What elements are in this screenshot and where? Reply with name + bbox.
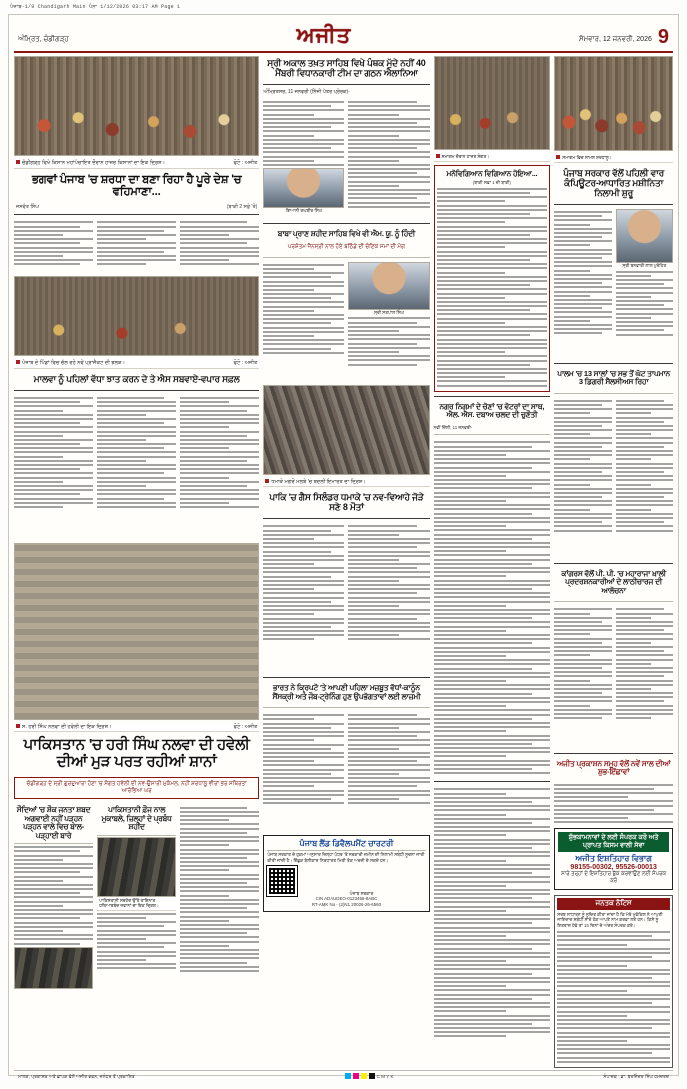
caption-marker-icon (16, 160, 20, 164)
article-col3-tail (434, 786, 551, 1068)
public-notice-box (554, 895, 673, 1068)
photo-gathering-far-right (554, 56, 673, 151)
article-1-col-c (180, 219, 259, 273)
photo-hari-singh-nalwa-haveli (14, 543, 259, 720)
advert-title: ਅਜੀਤ ਇਸ਼ਤਿਹਾਰ ਵਿਭਾਗ (575, 854, 652, 864)
congress-col-b (616, 606, 673, 749)
photo3-credit: ਫੋਟੋ : ਅਜੀਤ (233, 723, 258, 730)
footer-imprint-left: ਮਾਲਕ, ਪ੍ਰਕਾਸ਼ਕ ਅਤੇ ਛਾਪਕ ਵੱਲੋਂ ਅਜੀਤ ਭਵਨ, ਜਲੰਧਰ ਤੋਂ ਪ੍ਰਕਾਸ਼ਿਤ (18, 1073, 135, 1079)
headline-pak-army: ਪਾਕਿਸਤਾਨੀ ਫ਼ੌਜ ਨਾਲ ਮੁਕਾਬਲੇ, ਜ਼ਿਲ੍ਹਾਂ ਦੇ ਪ੍ਰਬੰਧ ਸ਼ਹੀਦ (101, 805, 172, 832)
palam-col-b (616, 398, 673, 560)
advert-contact-box[interactable] (554, 828, 673, 890)
caption-marker-icon (265, 479, 269, 483)
photo1-caption: ਚੰਡੀਗੜ੍ਹ ਵਿਖੇ ਕਿਸਾਨ ਮਹਾਂਪੰਚਾਇਤ ਦੌਰਾਨ ਹਾਜ਼ਰ ਕਿਸਾਨਾਂ ਦਾ ਇਕ ਦ੍ਰਿਸ਼। ਫੋਟੋ : ਅਜੀਤ (14, 159, 259, 169)
headline-baba-pran: ਬਾਬਾ ਪ੍ਰਾਣ ਸ਼ਹੀਦ ਸਾਹਿਬ ਵਿਖੇ ਵੀ ਐਮ. ਯੂ. ਨੂੰ ਹਿੰਦੀ (277, 228, 416, 238)
photo-kisan-mahapanchayat (14, 56, 259, 156)
article-3-col-b (97, 804, 176, 994)
article-3-body (14, 804, 259, 994)
crypto-col-a (263, 712, 344, 830)
photo-village-project (14, 276, 259, 356)
baba-col-a (263, 262, 344, 382)
legal-ad-cin: CIN ADAUDEO-0123456-8ABC (315, 896, 378, 902)
photo-militants (97, 837, 176, 897)
photo-far-right-caption: ਸਮਾਗਮ ਵਿਚ ਸ਼ਾਮਲ ਸ਼ਰਧਾਲੂ। (554, 154, 673, 163)
advert-sub: ਸਾਰੇ ਤਰ੍ਹਾਂ ਦੇ ਇਸ਼ਤਿਹਾਰ ਬੁੱਕ ਕਰਵਾਉਣ ਲਈ ਸੰਪਰਕ ਕਰੋ (561, 871, 667, 885)
byline-1: ਜਸਵੰਤ ਸਿੰਘ (ਬਾਕੀ 2 ਸਫ਼ੇ 'ਤੇ) (16, 204, 258, 211)
headline-punjab-govt-auction: ਪੰਜਾਬ ਸਰਕਾਰ ਵੱਲੋਂ ਪਹਿਲੀ ਵਾਰ ਕੰਪਿਊਟਰ-ਆਧਾਰਿਤ ਮਸ਼ੀਨਿਤਾ ਨਿਲਾਮੀ ਸ਼ੁਰੂ (563, 167, 664, 198)
photo2-credit: ਫੋਟੋ : ਅਜੀਤ (233, 360, 258, 367)
caption-marker-icon (436, 154, 440, 158)
portrait-caption-4: ਸ੍ਰੀ ਬਨਵਾਰੀ ਲਾਲ ਪੁਰੋਹਿਤ (622, 262, 667, 268)
auction-col-b (616, 209, 673, 359)
headline-nagar-nigam: ਨਗਰ ਨਿਗਮਾਂ ਦੇ ਚੋਣਾਂ 'ਚ ਵੋਟਰਾਂ ਦਾ ਸਾਥ, ਐਲ. ਐਸ. ਦਬਾਅ ਚਲਦ ਦੀ ਚੁਣੌਤੀ (439, 401, 545, 420)
caption-marker-icon (16, 724, 20, 728)
headline-gas-blast: ਪਾਕਿ 'ਚ ਗੈਸ ਸਿਲੰਡਰ ਧਮਾਕੇ 'ਚ ਨਵ-ਵਿਆਹੇ ਜੋੜੇ ਸਣੇ 8 ਮੌਤਾਂ (269, 492, 424, 513)
masthead (14, 19, 673, 53)
column-3 (434, 56, 551, 1068)
article-3-col-a (14, 804, 93, 994)
column-2 (263, 56, 429, 1068)
portrait-giani-raghbir-singh (263, 168, 344, 208)
byline-nagar-nigam: ਨਵੀਂ ਦਿੱਲੀ, 11 ਜਨਵਰੀ- (433, 424, 473, 430)
byline-boxed: (ਬਾਕੀ ਸਫ਼ਾ 1 ਦੀ ਬਾਕੀ) (472, 179, 511, 185)
photo5-caption: ਪਾਕਿਸਤਾਨੀ ਸਰਹੱਦ ਉੱਤੇ ਤਾਇਨਾਤ ਹਥਿਆਰਬੰਦ ਜਵਾਨਾਂ ਦਾ ਇਕ ਦ੍ਰਿਸ਼। (97, 897, 176, 911)
newspaper-sheet (8, 14, 679, 1079)
photo-militants-small (14, 947, 93, 989)
legal-notice-ad (263, 835, 429, 912)
legal-ad-title: ਪੰਜਾਬ ਲੈਂਡ ਡਿਵੈਲਪਮੈਂਟ ਚਾਰਟਰੀ (299, 839, 394, 848)
article-crypto-body (263, 712, 429, 830)
portrait2-caption: ਸ੍ਰੀ ਸਤਪਾਲ ਸਿੰਘ (374, 309, 404, 315)
headline-malwa: ਮਾਲਵਾ ਨੂੰ ਪਹਿਲਾਂ ਵੱਧਾ ਝਾਤ ਕਰਨ ਦੇ ਤੇ ਐਸ ਸਬਵਾਏ-ਵਪਾਰ ਸਫ਼ਲ (33, 373, 240, 384)
qr-code-icon (267, 866, 297, 896)
auction-col-a (554, 209, 611, 359)
palam-col-a (554, 398, 611, 560)
article-akal-takht-body (263, 99, 429, 219)
public-notice-band: ਜਨਤਕ ਨੋਟਿਸ (557, 898, 670, 910)
cmyk-label: C M Y K (376, 1073, 394, 1079)
column-1 (14, 56, 259, 1068)
article-palam-body (554, 398, 673, 560)
article-2-body (14, 395, 259, 540)
article-greetings-body (554, 781, 673, 825)
legal-ad-rtn: RT-AMK No - (2)N1 20026-26-6560 (311, 902, 382, 908)
haveli-subheadline-box: ਚੰਡੀਗੜ੍ਹ ਦੇ ਸ੍ਰੀ ਗੁਰਦੁਆਰਾ ਹੋਣਾ 'ਚ ਸੰਗਤ ਹਵੇਲੀ ਦੀ ਨਵ-ਉਸਾਰੀ ਮੁਕੰਮਲ, ਨਹੀਂ ਸ਼ਰਧਾਲੂ ਵੀਰਾਂ ਭਰ ਸਥਿਰਤਾ ਆਰੰਭਿਆ ਘਰ (14, 777, 259, 800)
photo2-caption: ਪੰਜਾਬ ਦੇ ਪਿੰਡਾਂ ਵਿਚ ਚੱਲ ਰਹੇ ਨਵੇਂ ਪ੍ਰਾਜੈਕਟ ਦੀ ਝਲਕ। ਫੋਟੋ : ਅਜੀਤ (14, 359, 259, 369)
headline-boxed: ਮਨੋਵਿਗਿਆਨ ਵਿਗਿਆਨ ਹੋਇਆ... (446, 168, 538, 178)
article-2-col-b (97, 395, 176, 540)
headline-crypto: ਭਾਰਤ ਨੇ ਕ੍ਰਿਪਟੋ 'ਤੇ ਆਪਣੀ ਪਹਿਲਾ ਮਜ਼ਬੂਤ ਵੱਧਾਂ-ਕਾਨੂੰਨ ਸੈਂਸਕ੍ਰੀ ਅਤੇ ਜੌਬ-ਟ੍ਰੇਨਿੰਗ ਹੁਣ ਉਪਭੋਗਤਾਵਾਂ ਲਈ ਲਾਜ਼ਮੀ (272, 683, 421, 701)
article-1-col-b (97, 219, 176, 273)
article-3-col-c (180, 804, 259, 994)
portrait-satpal-singh (348, 262, 429, 310)
blast-col-a (263, 523, 344, 673)
baba-col-b (348, 262, 429, 382)
congress-col-a (554, 606, 611, 749)
public-notice-body: ਸਰਬ ਸਾਧਾਰਨ ਨੂੰ ਸੂਚਿਤ ਕੀਤਾ ਜਾਂਦਾ ਹੈ ਕਿ ਮੇਰੇ ਮੁਵੱਕਿਲ ਨੇ ਆਪਣੀ ਜਾਇਦਾਦ ਸਬੰਧੀ ਸਾਰੇ ਹੱਕ ਆਪਣੇ ਨਾਮ ਕਰਵਾ ਲਏ ਹਨ। ਕਿਸੇ ਨੂੰ ਇਤਰਾਜ਼ ਹੋਵੇ ਤਾਂ 15 ਦਿਨਾਂ ਦੇ ਅੰਦਰ ਸੰਪਰਕ ਕਰੇ। (557, 911, 663, 929)
masthead-logo: ਅਜੀਤ (296, 24, 352, 47)
photo1-credit: ਫੋਟੋ : ਅਜੀਤ (233, 160, 258, 166)
headline-bhagwan-punjab: ਭਗਵਾਂ ਪੰਜਾਬ 'ਚ ਸ਼ਰਧਾ ਦਾ ਬਣਾ ਰਿਹਾ ਹੈ ਪੂਰੇ ਦੇਸ਼ 'ਚ ਵਹਿਮਾਣਾ... (31, 173, 242, 199)
subheadline-baba-pran: ਪਰਸ਼ੋਤਮ ਜੈਨਸ੍ਰੀ ਨਾਲ ਹੋਏ ਬਠਿੰਡੇ ਦੀ ਚੋਣਿਕ ਸਮਾਂ ਦੀ ਮੰਗ (287, 244, 405, 251)
cmyk-marks (345, 1073, 394, 1079)
headline-haveli: ਪਾਕਿਸਤਾਨ 'ਚ ਹਰੀ ਸਿੰਘ ਨਲਵਾ ਦੀ ਹਵੇਲੀ ਦੀਆਂ ਮੁੜ ਪਰਤ ਰਹੀਆਂ ਸ਼ਾਨਾਂ (23, 736, 250, 771)
column-4 (554, 56, 673, 1068)
article-2-col-c (180, 395, 259, 540)
headline-sodiyan: ਸੌਦਿਆਂ 'ਚ ਸ਼ੌਕ ਜਨਤਾ ਸ਼ਬਦ ਅਗਵਾਈ ਨਹੀਂ ਪੜ੍ਹਨ ਪੜ੍ਹਨ ਵਾਲੇ ਵਿਚ ਬਾਲ-ਪੜ੍ਹਾਈ ਬਾਰੇ (16, 805, 91, 840)
page-footer (14, 1070, 673, 1079)
article-nagar-nigam-body (434, 439, 551, 777)
caption-marker-icon (556, 155, 560, 159)
advert-band: ਸ਼ੁੱਭਕਾਮਨਾਵਾਂ ਦੇ ਲਈ ਸੰਪਰਕ ਕਰੋ ਅਤੇ ਪ੍ਰਾਪਤ ਕਿਸਮ ਵਾਲੀ ਸੇਵਾ (558, 832, 669, 852)
page-grid (14, 56, 673, 1068)
akal-col-a (263, 99, 344, 219)
caption-marker-icon (16, 360, 20, 364)
article-1-body (14, 219, 259, 273)
photo-gas-cylinder-blast (263, 385, 429, 475)
article-baba-pran-body (263, 262, 429, 382)
crypto-col-b (348, 712, 429, 830)
headline-congress-protest: ਕਾਂਗਰਸ ਵੱਲੋਂ ਪੀ. ਪੀ. 'ਚ ਮਹਾਰਾਜਾ ਖ਼ਾਲੀ ਪ੍ਰਦਰਸ਼ਨਕਾਰੀਆਂ ਦੇ ਲਾਠੀਚਾਰਜ ਦੀ ਆਲੋਚਨਾ (561, 569, 666, 595)
blast-col-b (348, 523, 429, 673)
photo-right-caption: ਸਮਾਗਮ ਦੌਰਾਨ ਹਾਜ਼ਰ ਸੰਗਤ। (434, 153, 551, 162)
photo3-caption: ਸ. ਹਰੀ ਸਿੰਘ ਨਲਵਾ ਦੀ ਹਵੇਲੀ ਦਾ ਇਕ ਦ੍ਰਿਸ਼। ਫੋਟੋ : ਅਜੀਤ (14, 723, 259, 733)
article-blast-body (263, 523, 429, 673)
headline-palam-temperature: ਪਾਲਮ 'ਚ 13 ਸਾਲਾਂ 'ਚ ਸਭ ਤੋਂ ਘੱਟ ਤਾਪਮਾਨ 3 ਡਿਗਰੀ ਸੈਲਸੀਅਸ ਰਿਹਾ (557, 368, 671, 387)
boxed-story (434, 165, 551, 392)
legal-ad-footer: ਪੰਜਾਬ ਸਰਕਾਰ (349, 890, 374, 896)
article-congress-body (554, 606, 673, 749)
legal-ad-body: ਪੰਜਾਬ ਸਰਕਾਰ ਦੇ ਹੁਕਮਾਂ ਅਨੁਸਾਰ ਜ਼ਿਲ੍ਹਾ ਪੱਧਰ 'ਤੇ ਸਰਕਾਰੀ ਜ਼ਮੀਨ ਦੀ ਨਿਲਾਮੀ ਸਬੰਧੀ ਸੂਚਨਾ ਜਾਰੀ ਕੀਤੀ ਜਾਂਦੀ ਹੈ। ਇੱਛੁਕ ਬੋਲੀਕਾਰ ਨਿਰਧਾਰਤ ਮਿਤੀ ਤੱਕ ਅਰਜ਼ੀ ਦੇ ਸਕਦੇ ਹਨ। (267, 852, 425, 863)
masthead-page-number: 9 (657, 26, 669, 48)
headline-akal-takht: ਸ੍ਰੀ ਅਕਾਲ ਤਖ਼ਤ ਸਾਹਿਬ ਵਿਖੇ ਪੰਥਕ ਮੁੱਦੇ ਨਹੀਂ 40 ਮੈਂਬਰੀ ਵਿਧਾਨਕਾਰੀ ਟੀਮ ਦਾ ਗਠਨ ਐਲਾਨਿਆ (267, 58, 426, 79)
masthead-date: ਸੋਮਵਾਰ, 12 ਜਨਵਰੀ, 2026 (579, 36, 652, 43)
portrait-banwarilal-purohit (616, 209, 673, 263)
article-2-col-a (14, 395, 93, 540)
advert-phone[interactable]: 98155-00302, 95526-00013 (570, 864, 657, 872)
portrait-caption: ਗਿਆਨੀ ਰਘਬੀਰ ਸਿੰਘ (285, 208, 322, 214)
footer-imprint-right: ਸੰਪਾਦਕ : ਡਾ. ਬਰਜਿੰਦਰ ਸਿੰਘ ਹਮਦਰਦ (603, 1073, 669, 1079)
rubble-caption: ਧਮਾਕੇ ਮਗਰੋਂ ਮਲਬੇ 'ਚ ਬਦਲੀ ਇਮਾਰਤ ਦਾ ਦ੍ਰਿਸ਼। (263, 478, 429, 488)
print-job-bar: ਪੰਜਾਬ-1/9 Chandigarh Main ਪੰਨਾ 1/12/2026 03:17 AM Page 1 (10, 4, 181, 10)
byline-akal-takht: ਅੰਮ੍ਰਿਤਸਰ, 11 ਜਨਵਰੀ (ਨਿੱਜੀ ਪੱਤਰ ਪ੍ਰੇਰਕ)- (263, 89, 350, 96)
headline-ajit-greetings: ਅਜੀਤ ਪ੍ਰਕਾਸ਼ਨ ਸਮੂਹ ਵੱਲੋਂ ਨਵੇਂ ਸਾਲ ਦੀਆਂ ਸ਼ੁਭ-ਇੱਛਾਵਾਂ (556, 758, 671, 776)
masthead-edition: ਅੰਮ੍ਰਿਤ, ਚੰਡੀਗੜ੍ਹ (18, 36, 69, 43)
photo-gathering-right (434, 56, 551, 150)
article-1-col-a (14, 219, 93, 273)
article-auction-body (554, 209, 673, 359)
akal-col-b (348, 99, 429, 219)
